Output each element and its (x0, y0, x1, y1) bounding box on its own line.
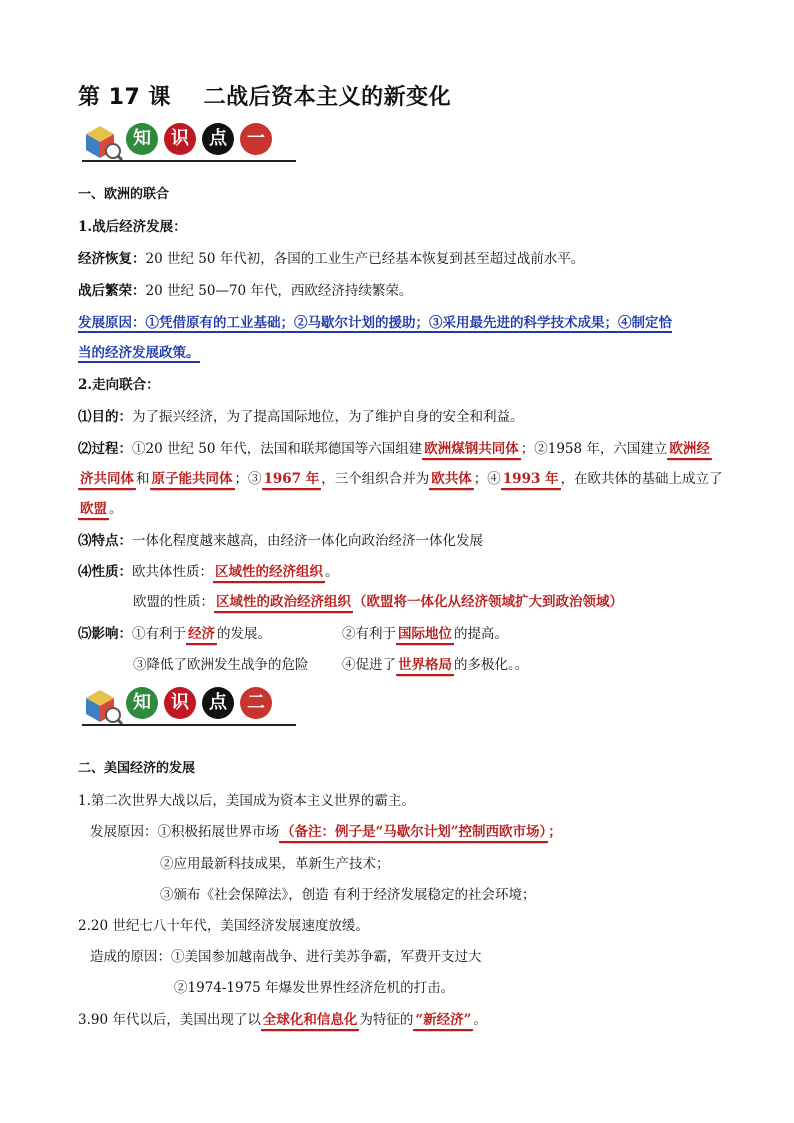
prosperity-line (78, 282, 412, 300)
impact-label: ⑸影响： (78, 626, 132, 642)
cube-magnifier-icon (82, 686, 124, 726)
banner-char-shi: 识 (164, 123, 196, 155)
knowledge-point-banner-2 (80, 682, 300, 730)
feature-text: 一体化程度越来越高，由经济一体化向政治经济一体化发展 (132, 533, 483, 549)
section-heading-2: 二、美国经济的发展 (78, 761, 196, 776)
subheading-unification: 2.走向联合： (78, 377, 160, 393)
reason-line-1 (78, 314, 672, 332)
process-text-h: 。 (109, 501, 123, 517)
prosper-text: 20 世纪 50—70 年代，西欧经济持续繁荣。 (145, 283, 413, 299)
nature-ec-value: 区域性的经济组织 (213, 564, 325, 583)
year-1993: 1993 年 (501, 471, 561, 490)
impact-item-2 (342, 625, 508, 643)
us-cause-1: 造成的原因：①美国参加越南战争、进行美苏争霸，军费开支过大 (90, 949, 482, 965)
nature-line-1 (78, 563, 339, 581)
process-text-b: ；②1958 年，六国建立 (520, 441, 668, 457)
impact-2a: ②有利于 (342, 626, 396, 642)
process-text-a: ①20 世纪 50 年代，法国和联邦德国等六国组建 (132, 441, 423, 457)
prosper-label: 战后繁荣： (78, 283, 146, 299)
process-line-3 (78, 500, 123, 518)
impact-2-value: 国际地位 (396, 626, 454, 645)
dev-reason-note: （备注：例子是“马歇尔计划”控制西欧市场） (279, 824, 548, 843)
impact-item-3: ③降低了欧洲发生战争的危险 (133, 657, 309, 673)
us-point-3 (78, 1011, 487, 1029)
banner-underline (82, 160, 296, 162)
purpose-line (78, 408, 524, 426)
dev-reason-1-text: 发展原因：①积极拓展世界市场 (90, 824, 279, 840)
feature-line (78, 532, 483, 550)
impact-item-4 (342, 656, 528, 674)
year-1967: 1967 年 (262, 471, 322, 490)
banner-char-zhi: 知 (126, 687, 158, 719)
us-dev-reason-3: ③颁布《社会保障法》，创造 有利于经济发展稳定的社会环境； (160, 887, 536, 903)
p3-text-a: 3.90 年代以后，美国出现了以 (78, 1012, 261, 1028)
banner-char-dian: 点 (202, 123, 234, 155)
reason-text-1: 发展原因：①凭借原有的工业基础；②马歇尔计划的援助；③采用最先进的科学技术成果；④制定恰 (78, 315, 672, 331)
us-point-1: 1.第二次世界大战以后，美国成为资本主义世界的霸主。 (78, 793, 415, 809)
process-text-d: ；③ (234, 471, 262, 487)
nature-line-2 (133, 593, 623, 611)
impact-4b: 的多极化。。 (454, 657, 529, 673)
process-label: ⑵过程： (78, 441, 132, 457)
us-dev-reason-1 (90, 823, 562, 841)
nature-eu-note: （欧盟将一体化从经济领域扩大到政治领域） (353, 594, 623, 610)
ec-term: 欧共体 (429, 471, 474, 490)
banner-char-zhi: 知 (126, 123, 158, 155)
purpose-text: 为了振兴经济，为了提高国际地位，为了维护自身的安全和利益。 (132, 409, 524, 425)
recovery-line (78, 250, 584, 268)
p3-value-1: 全球化和信息化 (261, 1012, 360, 1031)
banner-char-number: 一 (240, 123, 272, 155)
nature-ec-label: 欧共体性质： (132, 564, 213, 580)
knowledge-point-banner-1 (80, 118, 300, 166)
reason-line-2 (78, 344, 200, 362)
recovery-label: 经济恢复： (78, 251, 146, 267)
dev-reason-end: ； (548, 824, 562, 840)
subheading-economic-development: 1.战后经济发展： (78, 219, 187, 235)
us-dev-reason-2: ②应用最新科技成果，革新生产技术； (160, 856, 390, 872)
impact-1a: ①有利于 (132, 626, 186, 642)
banner-char-dian: 点 (202, 687, 234, 719)
nature-label: ⑷性质： (78, 564, 132, 580)
page-title: 第 17 课 二战后资本主义的新变化 (78, 85, 452, 110)
us-cause-2: ②1974-1975 年爆发世界性经济危机的打击。 (174, 980, 455, 996)
impact-2b: 的提高。 (454, 626, 508, 642)
process-text-g: ，在欧共体的基础上成立了 (560, 471, 723, 487)
impact-4a: ④促进了 (342, 657, 396, 673)
process-text-e: ，三个组织合并为 (321, 471, 430, 487)
cube-magnifier-icon (82, 122, 124, 162)
feature-label: ⑶特点： (78, 533, 132, 549)
impact-line-1 (78, 625, 271, 643)
process-line-2 (78, 470, 723, 488)
process-text-c: 和 (136, 471, 150, 487)
p3-text-c: 。 (473, 1012, 487, 1028)
impact-4-value: 世界格局 (396, 657, 454, 676)
banner-underline (82, 724, 296, 726)
eu-term: 欧盟 (78, 501, 109, 520)
nature-eu-label: 欧盟的性质： (133, 594, 214, 610)
purpose-label: ⑴目的： (78, 409, 132, 425)
impact-1b: 的发展。 (217, 626, 271, 642)
banner-char-number: 二 (240, 687, 272, 719)
us-point-2: 2.20 世纪七八十年代，美国经济发展速度放缓。 (78, 918, 369, 934)
impact-1-value: 经济 (186, 626, 217, 645)
nature-ec-end: 。 (325, 564, 339, 580)
p3-value-2: “新经济” (413, 1012, 473, 1031)
section-heading-1: 一、欧洲的联合 (78, 187, 170, 202)
eec-term-part1: 欧洲经 (667, 441, 712, 460)
p3-text-b: 为特征的 (359, 1012, 414, 1028)
process-line-1 (78, 440, 712, 458)
ecsc-term: 欧洲煤钢共同体 (422, 441, 521, 460)
eec-term-part2: 济共同体 (78, 471, 136, 490)
euratom-term: 原子能共同体 (150, 471, 235, 490)
recovery-text: 20 世纪 50 年代初，各国的工业生产已经基本恢复到甚至超过战前水平。 (145, 251, 585, 267)
banner-char-shi: 识 (164, 687, 196, 719)
reason-text-2: 当的经济发展政策。 (78, 345, 200, 361)
process-text-f: ；④ (473, 471, 501, 487)
nature-eu-value: 区域性的政治经济组织 (214, 594, 353, 613)
